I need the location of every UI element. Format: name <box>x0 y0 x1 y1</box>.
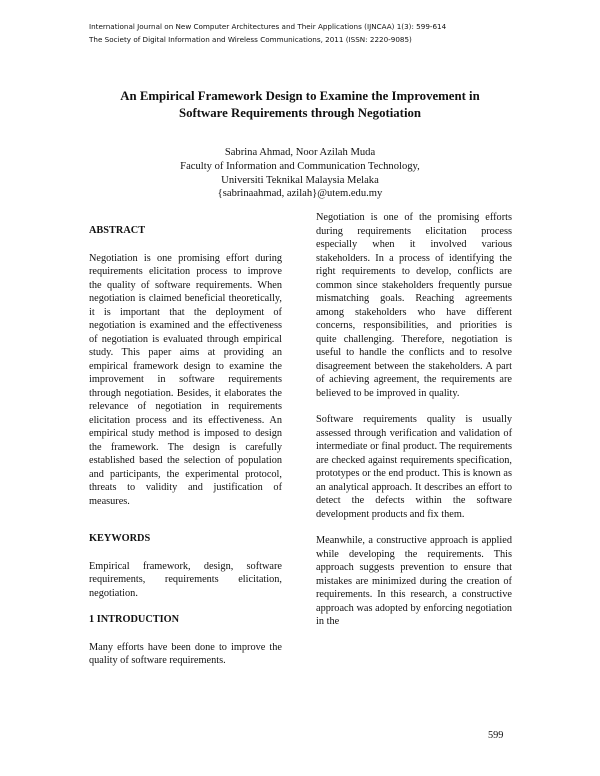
keywords-text: Empirical framework, design, software requirements, requirements elicitation, negotiation. <box>89 560 282 599</box>
right-column <box>316 211 512 629</box>
author-faculty: Faculty of Information and Communication Technology, <box>180 160 420 172</box>
author-university: Universiti Teknikal Malaysia Melaka <box>221 174 379 186</box>
journal-header <box>89 20 549 46</box>
introduction-text: Many efforts have been done to improve the quality of software requirements. <box>89 641 282 666</box>
introduction-heading: 1 INTRODUCTION <box>89 614 180 625</box>
paper-title <box>80 88 520 122</box>
abstract-text: Negotiation is one promising effort during requirements elicitation process to improve the quality of software requirements. When negotiation is claimed beneficial theoretically, it is important that the deployment of negotiation is examined and the effectiveness of negotiation is evaluated through empirical study. This paper aims at providing an empirical framework design to examine the improvement in software requirements through negotiation. Besides, it elaborates the relevance of negotiation in requirements elicitation process and its effectiveness. An empirical study method is imposed to design the framework. The design is carefully established based the selection of population and participants, the experimental protocol, threats to validity and justification of measures. <box>89 252 282 507</box>
author-names: Sabrina Ahmad, Noor Azilah Muda <box>224 147 376 158</box>
abstract-heading: ABSTRACT <box>89 225 146 236</box>
right-paragraph-2: Software requirements quality is usually assessed through verification and validation of intermediate or final product. The requirements are checked against requirements specification, prototypes or the end product. This is known as an analytical approach. It describes an effort to detect the defects within the software development products and fix them. <box>316 414 512 520</box>
right-paragraph-1: Negotiation is one of the promising efforts during requirements elicitation process especially when it involved various stakeholders. In a process of identifying the right requirements to develop, conflicts are common since stakeholders frequently pursue mismatching goals. Reaching agreements among stakeholders who have different concerns, responsibilities, and priorities is quite challenging. Therefore, negotiation is useful to handle the conflicts and to resolve disagreement between the stakeholders. A part of achieving agreement, the requirements are believed to be improved in quality. <box>316 212 512 399</box>
left-column <box>89 224 282 668</box>
journal-header-line-1: International Journal on New Computer Architectures and Their Applications (IJNCAA) 1(3): 599-614 <box>89 22 447 31</box>
right-paragraph-3: Meanwhile, a constructive approach is applied while developing the requirements. This approach suggests prevention to ensure that mistakes are minimized during the creation of requirements. In this research, a constructive approach was adopted by enforcing negotiation in the <box>316 535 512 627</box>
page-number: 599 <box>488 730 504 741</box>
author-email: {sabrinaahmad, azilah}@utem.edu.my <box>217 188 383 200</box>
author-block <box>100 146 500 201</box>
paper-title-line-1: An Empirical Framework Design to Examine the Improvement in <box>120 89 480 103</box>
journal-header-line-2: The Society of Digital Information and Wireless Communications, 2011 (ISSN: 2220-9085) <box>89 35 412 44</box>
paper-title-line-2: Software Requirements through Negotiation <box>178 106 422 120</box>
keywords-heading: KEYWORDS <box>89 533 151 544</box>
